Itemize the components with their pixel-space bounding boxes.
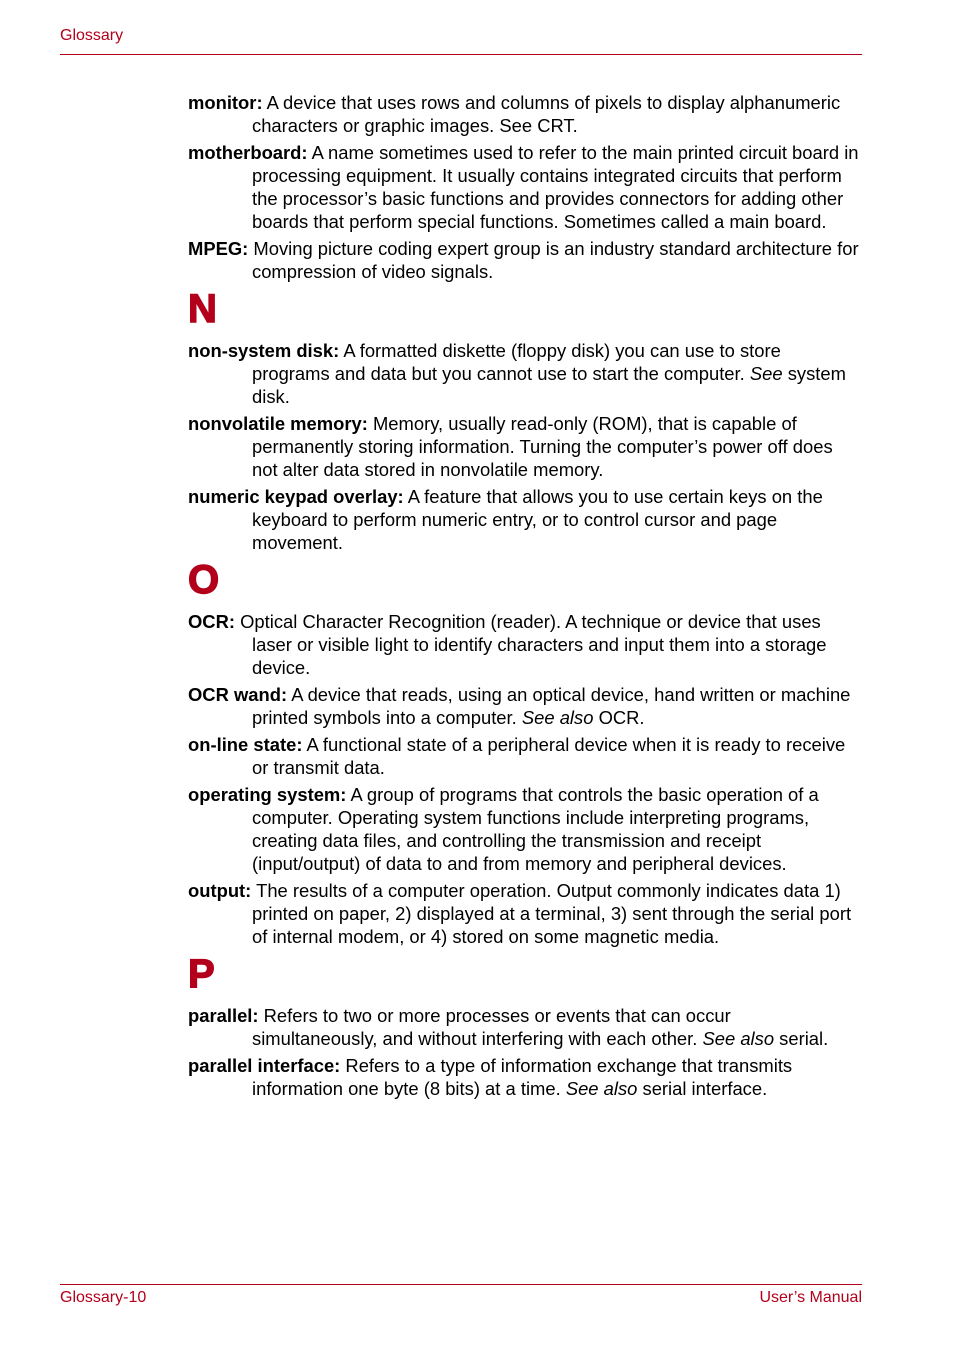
glossary-term: MPEG: bbox=[188, 238, 249, 259]
glossary-definition: Refers to a type of information exchange that transmits information one byte (8 bits) at a time. bbox=[252, 1055, 793, 1099]
running-header: Glossary bbox=[60, 27, 124, 44]
section-heading-o: O bbox=[188, 558, 220, 602]
glossary-term: parallel: bbox=[188, 1005, 259, 1026]
glossary-entry-parallel bbox=[188, 1004, 860, 1050]
glossary-entry-ocr bbox=[188, 610, 860, 679]
glossary-entry-operating-system bbox=[188, 783, 860, 875]
cross-reference: See bbox=[749, 363, 783, 384]
glossary-term: monitor: bbox=[188, 92, 263, 113]
glossary-definition: A name sometimes used to refer to the main printed circuit board in processing equipment. It usually contains integrated circuits that perform the processor’s basic functions and provides connectors for adding other boards that perform special functions. Sometimes called a main board. bbox=[252, 142, 859, 232]
glossary-term: OCR wand: bbox=[188, 684, 288, 705]
glossary-entry-non-system-disk bbox=[188, 339, 860, 408]
glossary-definition: A device that uses rows and columns of pixels to display alphanumeric characters or graphic images. See CRT. bbox=[252, 92, 841, 136]
glossary-term: non-system disk: bbox=[188, 340, 340, 361]
glossary-term: OCR: bbox=[188, 611, 235, 632]
page-number: Glossary-10 bbox=[60, 1289, 147, 1306]
footer-divider bbox=[60, 1284, 862, 1285]
glossary-definition: A device that reads, using an optical device, hand written or machine printed symbols into a computer. bbox=[252, 684, 851, 728]
glossary-definition-tail: OCR. bbox=[593, 707, 645, 728]
glossary-entry-nonvolatile-memory bbox=[188, 412, 860, 481]
glossary-term: nonvolatile memory: bbox=[188, 413, 368, 434]
glossary-definition: Memory, usually read-only (ROM), that is capable of permanently storing information. Turning the computer’s power off does not alter data stored in nonvolatile memory. bbox=[252, 413, 833, 480]
cross-reference: See also bbox=[565, 1078, 638, 1099]
glossary-entry-output bbox=[188, 879, 860, 948]
glossary-entry-parallel-interface bbox=[188, 1054, 860, 1100]
cross-reference: See also bbox=[521, 707, 594, 728]
glossary-term: parallel interface: bbox=[188, 1055, 341, 1076]
glossary-definition: A feature that allows you to use certain keys on the keyboard to perform numeric entry, or to control cursor and page movement. bbox=[252, 486, 823, 553]
glossary-definition: Refers to two or more processes or events that can occur simultaneously, and without interfering with each other. bbox=[252, 1005, 731, 1049]
header-divider bbox=[60, 54, 862, 55]
glossary-content bbox=[188, 91, 860, 1104]
glossary-term: on-line state: bbox=[188, 734, 303, 755]
glossary-entry-numeric-keypad-overlay bbox=[188, 485, 860, 554]
glossary-entry-ocr-wand bbox=[188, 683, 860, 729]
glossary-definition-tail: serial. bbox=[774, 1028, 829, 1049]
glossary-definition-tail: serial interface. bbox=[637, 1078, 768, 1099]
glossary-definition: The results of a computer operation. Output commonly indicates data 1) printed on paper, 2) displayed at a terminal, 3) sent through the serial port of internal modem, or 4) stored on some magnetic media. bbox=[251, 880, 852, 947]
glossary-definition: A formatted diskette (floppy disk) you can use to store programs and data but you cannot use to start the computer. bbox=[252, 340, 781, 384]
manual-title: User’s Manual bbox=[759, 1289, 862, 1306]
glossary-entry-mpeg bbox=[188, 237, 860, 283]
glossary-definition: Moving picture coding expert group is an industry standard architecture for compression of video signals. bbox=[248, 238, 859, 282]
glossary-definition: A group of programs that controls the basic operation of a computer. Operating system functions include interpreting programs, creating data files, and controlling the transmission and receipt (input/output) of data to and from memory and peripheral devices. bbox=[252, 784, 819, 874]
glossary-term: numeric keypad overlay: bbox=[188, 486, 404, 507]
glossary-definition: A functional state of a peripheral device when it is ready to receive or transmit data. bbox=[252, 734, 846, 778]
glossary-term: operating system: bbox=[188, 784, 347, 805]
glossary-entry-on-line-state bbox=[188, 733, 860, 779]
glossary-definition-tail: system disk. bbox=[252, 363, 846, 407]
glossary-definition: Optical Character Recognition (reader). A technique or device that uses laser or visible light to identify characters and input them into a storage device. bbox=[235, 611, 827, 678]
section-heading-n: N bbox=[188, 287, 217, 331]
glossary-term: output: bbox=[188, 880, 252, 901]
glossary-term: motherboard: bbox=[188, 142, 308, 163]
glossary-entry-motherboard bbox=[188, 141, 860, 233]
glossary-entry-monitor bbox=[188, 91, 860, 137]
cross-reference: See also bbox=[702, 1028, 775, 1049]
section-heading-p: P bbox=[188, 952, 215, 996]
